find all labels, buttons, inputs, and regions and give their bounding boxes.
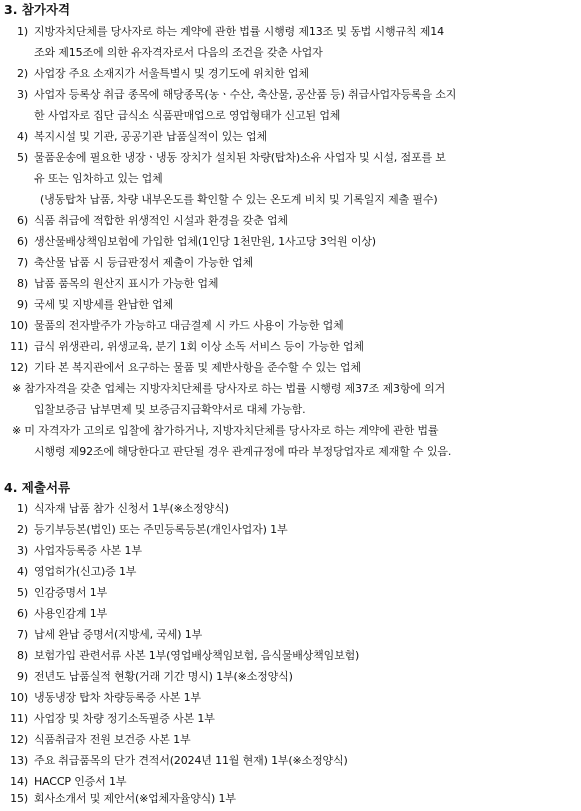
document-item-9 [0, 667, 293, 687]
document-item-13 [0, 751, 348, 771]
document-item-15 [0, 789, 236, 809]
document-item-1 [0, 499, 229, 519]
document-item-12 [0, 730, 190, 750]
item-number: 13) [10, 754, 28, 767]
eligibility-item-6 [0, 211, 288, 231]
item-text: 복지시설 및 기관, 공공기관 납품실적이 있는 업체 [34, 130, 267, 143]
item-text: 식자재 납품 참가 신청서 1부(※소정양식) [34, 502, 229, 515]
item-number: 12) [10, 733, 28, 746]
item-text: 식품취급자 전원 보건증 사본 1부 [34, 733, 191, 746]
item-text: 사업자 등록상 취급 종목에 해당종목(농ㆍ수산, 축산물, 공산품 등) 취급사업자등록을 소지 [34, 88, 457, 101]
item-text: 생산물배상책임보험에 가입한 업체(1인당 1천만원, 1사고당 3억원 이상) [34, 235, 376, 248]
item-number: 1) [17, 502, 28, 515]
eligibility-note-1-continuation: 입찰보증금 납부면제 및 보증금지급확약서로 대체 가능함. [34, 403, 306, 416]
item-number: 11) [10, 340, 28, 353]
item-text: 영업허가(신고)증 1부 [34, 565, 137, 578]
item-number: 10) [10, 319, 28, 332]
item-number: 3) [17, 544, 28, 557]
item-number: 12) [10, 361, 28, 374]
item-text: 국세 및 지방세를 완납한 업체 [34, 298, 174, 311]
item-text: HACCP 인증서 1부 [34, 775, 127, 788]
item-text: 납품 품목의 원산지 표시가 가능한 업체 [34, 277, 219, 290]
item-text: 축산물 납품 시 등급판정서 제출이 가능한 업체 [34, 256, 254, 269]
item-text: 주요 취급품목의 단가 견적서(2024년 11월 현재) 1부(※소정양식) [34, 754, 348, 767]
item-text: 냉동냉장 탑차 차량등록증 사본 1부 [34, 691, 201, 704]
eligibility-item-9 [0, 295, 173, 315]
item-number: 9) [17, 298, 28, 311]
item-text: 식품 취급에 적합한 위생적인 시설과 환경을 갖춘 업체 [34, 214, 288, 227]
item-number: 2) [17, 67, 28, 80]
item-text: 물품의 전자발주가 가능하고 대금결제 시 카드 사용이 가능한 업체 [34, 319, 344, 332]
item-number: 6) [17, 607, 28, 620]
item-number: 8) [17, 649, 28, 662]
item-text: 보험가입 관련서류 사본 1부(영업배상책임보험, 음식물배상책임보험) [34, 649, 360, 662]
item-text: 기타 본 복지관에서 요구하는 물품 및 제반사항을 준수할 수 있는 업체 [34, 361, 361, 374]
item-text: 사업장 주요 소재지가 서울특별시 및 경기도에 위치한 업체 [34, 67, 309, 80]
item-number: 1) [17, 25, 28, 38]
document-item-8 [0, 646, 359, 666]
document-item-4 [0, 562, 136, 582]
document-item-2 [0, 520, 287, 540]
item-text: 사용인감계 1부 [34, 607, 108, 620]
eligibility-note-2-continuation: 시행령 제92조에 해당한다고 판단될 경우 관계규정에 따라 부정당업자로 제재할 수 있음. [34, 445, 452, 458]
item-number: 4) [17, 130, 28, 143]
item-number: 10) [10, 691, 28, 704]
eligibility-item-8 [0, 274, 218, 294]
eligibility-item-6b [0, 232, 376, 252]
item-number: 14) [10, 775, 28, 788]
item-text: 물품운송에 필요한 냉장ㆍ냉동 장치가 설치된 차량(탑차)소유 사업자 및 시설, 점포를 보 [34, 151, 446, 164]
item-number: 3) [17, 88, 28, 101]
document-item-11 [0, 709, 215, 729]
item-number: 5) [17, 586, 28, 599]
eligibility-item-5-continuation: 유 또는 임차하고 있는 업체 [34, 172, 163, 185]
document-item-6 [0, 604, 107, 624]
eligibility-item-7 [0, 253, 253, 273]
eligibility-item-2 [0, 64, 309, 84]
document-item-5 [0, 583, 107, 603]
eligibility-item-1-continuation: 조와 제15조에 의한 유자격자로서 다음의 조건을 갖춘 사업자 [34, 46, 323, 59]
item-text: 등기부등본(법인) 또는 주민등록등본(개인사업자) 1부 [34, 523, 288, 536]
document-item-7 [0, 625, 202, 645]
item-text: 지방자치단체를 당사자로 하는 계약에 관한 법률 시행령 제13조 및 동법 시행규칙 제14 [34, 25, 444, 38]
eligibility-item-5 [0, 148, 446, 168]
eligibility-item-12 [0, 358, 361, 378]
item-number: 15) [10, 792, 28, 805]
item-number: 6) [17, 235, 28, 248]
item-text: 납세 완납 증명서(지방세, 국세) 1부 [34, 628, 203, 641]
eligibility-item-3 [0, 85, 456, 105]
item-text: 사업장 및 차량 정기소독필증 사본 1부 [34, 712, 215, 725]
eligibility-note-2: ※ 미 자격자가 고의로 입찰에 참가하거나, 지방자치단체를 당사자로 하는 계약에 관한 법률 [12, 424, 439, 437]
item-text: 사업자등록증 사본 1부 [34, 544, 142, 557]
eligibility-item-11 [0, 337, 364, 357]
item-number: 8) [17, 277, 28, 290]
item-number: 11) [10, 712, 28, 725]
eligibility-note-1: ※ 참가자격을 갖춘 업체는 지방자치단체를 당사자로 하는 법률 시행령 제37조 제3항에 의거 [12, 382, 446, 395]
section-3-title: 3. 참가자격 [4, 2, 71, 17]
item-number: 2) [17, 523, 28, 536]
item-number: 4) [17, 565, 28, 578]
document-item-3 [0, 541, 142, 561]
eligibility-item-1 [0, 22, 444, 42]
item-text: 인감증명서 1부 [34, 586, 108, 599]
item-number: 7) [17, 256, 28, 269]
item-text: 전년도 납품실적 현황(거래 기간 명시) 1부(※소정양식) [34, 670, 293, 683]
item-number: 5) [17, 151, 28, 164]
eligibility-item-10 [0, 316, 344, 336]
eligibility-item-5-note: (냉동탑차 납품, 차량 내부온도를 확인할 수 있는 온도계 비치 및 기록일지 제출 필수) [40, 193, 438, 206]
document-item-10 [0, 688, 201, 708]
eligibility-item-3-continuation: 한 사업자로 집단 급식소 식품판매업으로 영업형태가 신고된 업체 [34, 109, 341, 122]
eligibility-item-4 [0, 127, 267, 147]
item-number: 7) [17, 628, 28, 641]
section-4-title: 4. 제출서류 [4, 480, 71, 495]
item-number: 9) [17, 670, 28, 683]
item-number: 6) [17, 214, 28, 227]
item-text: 급식 위생관리, 위생교육, 분기 1회 이상 소독 서비스 등이 가능한 업체 [34, 340, 364, 353]
item-text: 회사소개서 및 제안서(※업체자율양식) 1부 [34, 792, 236, 805]
